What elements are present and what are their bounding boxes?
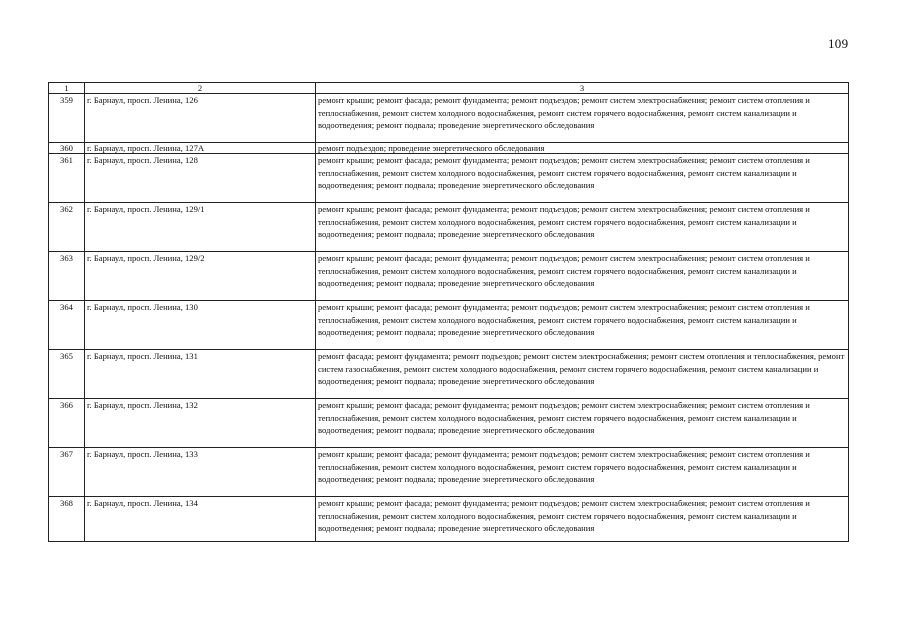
row-works: ремонт крыши; ремонт фасада; ремонт фундамента; ремонт подъездов; ремонт систем электроснабжения; ремонт систем отопления и теплоснабжения, ремонт систем холодного водоснабжения, ремонт систем горячего водоснабжения, ремонт систем канализации и водоотведения; ремонт подвала; проведение энергетического обследования [316, 94, 849, 143]
row-address: г. Барнаул, просп. Ленина, 129/2 [85, 252, 316, 301]
table-row [49, 301, 849, 350]
row-address: г. Барнаул, просп. Ленина, 131 [85, 350, 316, 399]
table-row [49, 448, 849, 497]
row-number: 366 [49, 399, 85, 448]
row-number: 368 [49, 497, 85, 542]
row-number: 364 [49, 301, 85, 350]
table-row [49, 203, 849, 252]
column-header-number: 1 [49, 83, 85, 94]
row-number: 363 [49, 252, 85, 301]
page-number: 109 [828, 36, 849, 51]
row-address: г. Барнаул, просп. Ленина, 132 [85, 399, 316, 448]
row-works: ремонт подъездов; проведение энергетического обследования [316, 143, 849, 154]
row-works: ремонт крыши; ремонт фасада; ремонт фундамента; ремонт подъездов; ремонт систем электроснабжения; ремонт систем отопления и теплоснабжения, ремонт систем холодного водоснабжения, ремонт систем горячего водоснабжения, ремонт систем канализации и водоотведения; ремонт подвала; проведение энергетического обследования [316, 154, 849, 203]
row-works: ремонт крыши; ремонт фасада; ремонт фундамента; ремонт подъездов; ремонт систем электроснабжения; ремонт систем отопления и теплоснабжения, ремонт систем холодного водоснабжения, ремонт систем горячего водоснабжения, ремонт систем канализации и водоотведения; ремонт подвала; проведение энергетического обследования [316, 301, 849, 350]
row-number: 359 [49, 94, 85, 143]
row-address: г. Барнаул, просп. Ленина, 128 [85, 154, 316, 203]
table-row [49, 399, 849, 448]
row-address: г. Барнаул, просп. Ленина, 129/1 [85, 203, 316, 252]
row-works: ремонт крыши; ремонт фасада; ремонт фундамента; ремонт подъездов; ремонт систем электроснабжения; ремонт систем отопления и теплоснабжения, ремонт систем холодного водоснабжения, ремонт систем горячего водоснабжения, ремонт систем канализации и водоотведения; ремонт подвала; проведение энергетического обследования [316, 203, 849, 252]
table-row [49, 497, 849, 542]
repair-works-table [48, 82, 849, 542]
row-address: г. Барнаул, просп. Ленина, 127А [85, 143, 316, 154]
table-row [49, 143, 849, 154]
column-header-works: 3 [316, 83, 849, 94]
row-works: ремонт крыши; ремонт фасада; ремонт фундамента; ремонт подъездов; ремонт систем электроснабжения; ремонт систем отопления и теплоснабжения, ремонт систем холодного водоснабжения, ремонт систем горячего водоснабжения, ремонт систем канализации и водоотведения; ремонт подвала; проведение энергетического обследования [316, 497, 849, 542]
row-works: ремонт крыши; ремонт фасада; ремонт фундамента; ремонт подъездов; ремонт систем электроснабжения; ремонт систем отопления и теплоснабжения, ремонт систем холодного водоснабжения, ремонт систем горячего водоснабжения, ремонт систем канализации и водоотведения; ремонт подвала; проведение энергетического обследования [316, 399, 849, 448]
row-number: 362 [49, 203, 85, 252]
table-row [49, 350, 849, 399]
table-row [49, 252, 849, 301]
column-header-address: 2 [85, 83, 316, 94]
row-works: ремонт крыши; ремонт фасада; ремонт фундамента; ремонт подъездов; ремонт систем электроснабжения; ремонт систем отопления и теплоснабжения, ремонт систем холодного водоснабжения, ремонт систем горячего водоснабжения, ремонт систем канализации и водоотведения; ремонт подвала; проведение энергетического обследования [316, 448, 849, 497]
row-number: 361 [49, 154, 85, 203]
row-works: ремонт крыши; ремонт фасада; ремонт фундамента; ремонт подъездов; ремонт систем электроснабжения; ремонт систем отопления и теплоснабжения, ремонт систем холодного водоснабжения, ремонт систем горячего водоснабжения, ремонт систем канализации и водоотведения; ремонт подвала; проведение энергетического обследования [316, 252, 849, 301]
table-row [49, 94, 849, 143]
row-address: г. Барнаул, просп. Ленина, 133 [85, 448, 316, 497]
row-address: г. Барнаул, просп. Ленина, 130 [85, 301, 316, 350]
row-number: 360 [49, 143, 85, 154]
row-number: 367 [49, 448, 85, 497]
row-address: г. Барнаул, просп. Ленина, 126 [85, 94, 316, 143]
row-works: ремонт фасада; ремонт фундамента; ремонт подъездов; ремонт систем электроснабжения; ремонт систем отопления и теплоснабжения, ремонт систем газоснабжения, ремонт систем холодного водоснабжения, ремонт систем горячего водоснабжения, ремонт систем канализации и водоотведения; ремонт подвала; проведение энергетического обследования [316, 350, 849, 399]
row-number: 365 [49, 350, 85, 399]
table-row [49, 154, 849, 203]
table-header-row [49, 83, 849, 94]
row-address: г. Барнаул, просп. Ленина, 134 [85, 497, 316, 542]
